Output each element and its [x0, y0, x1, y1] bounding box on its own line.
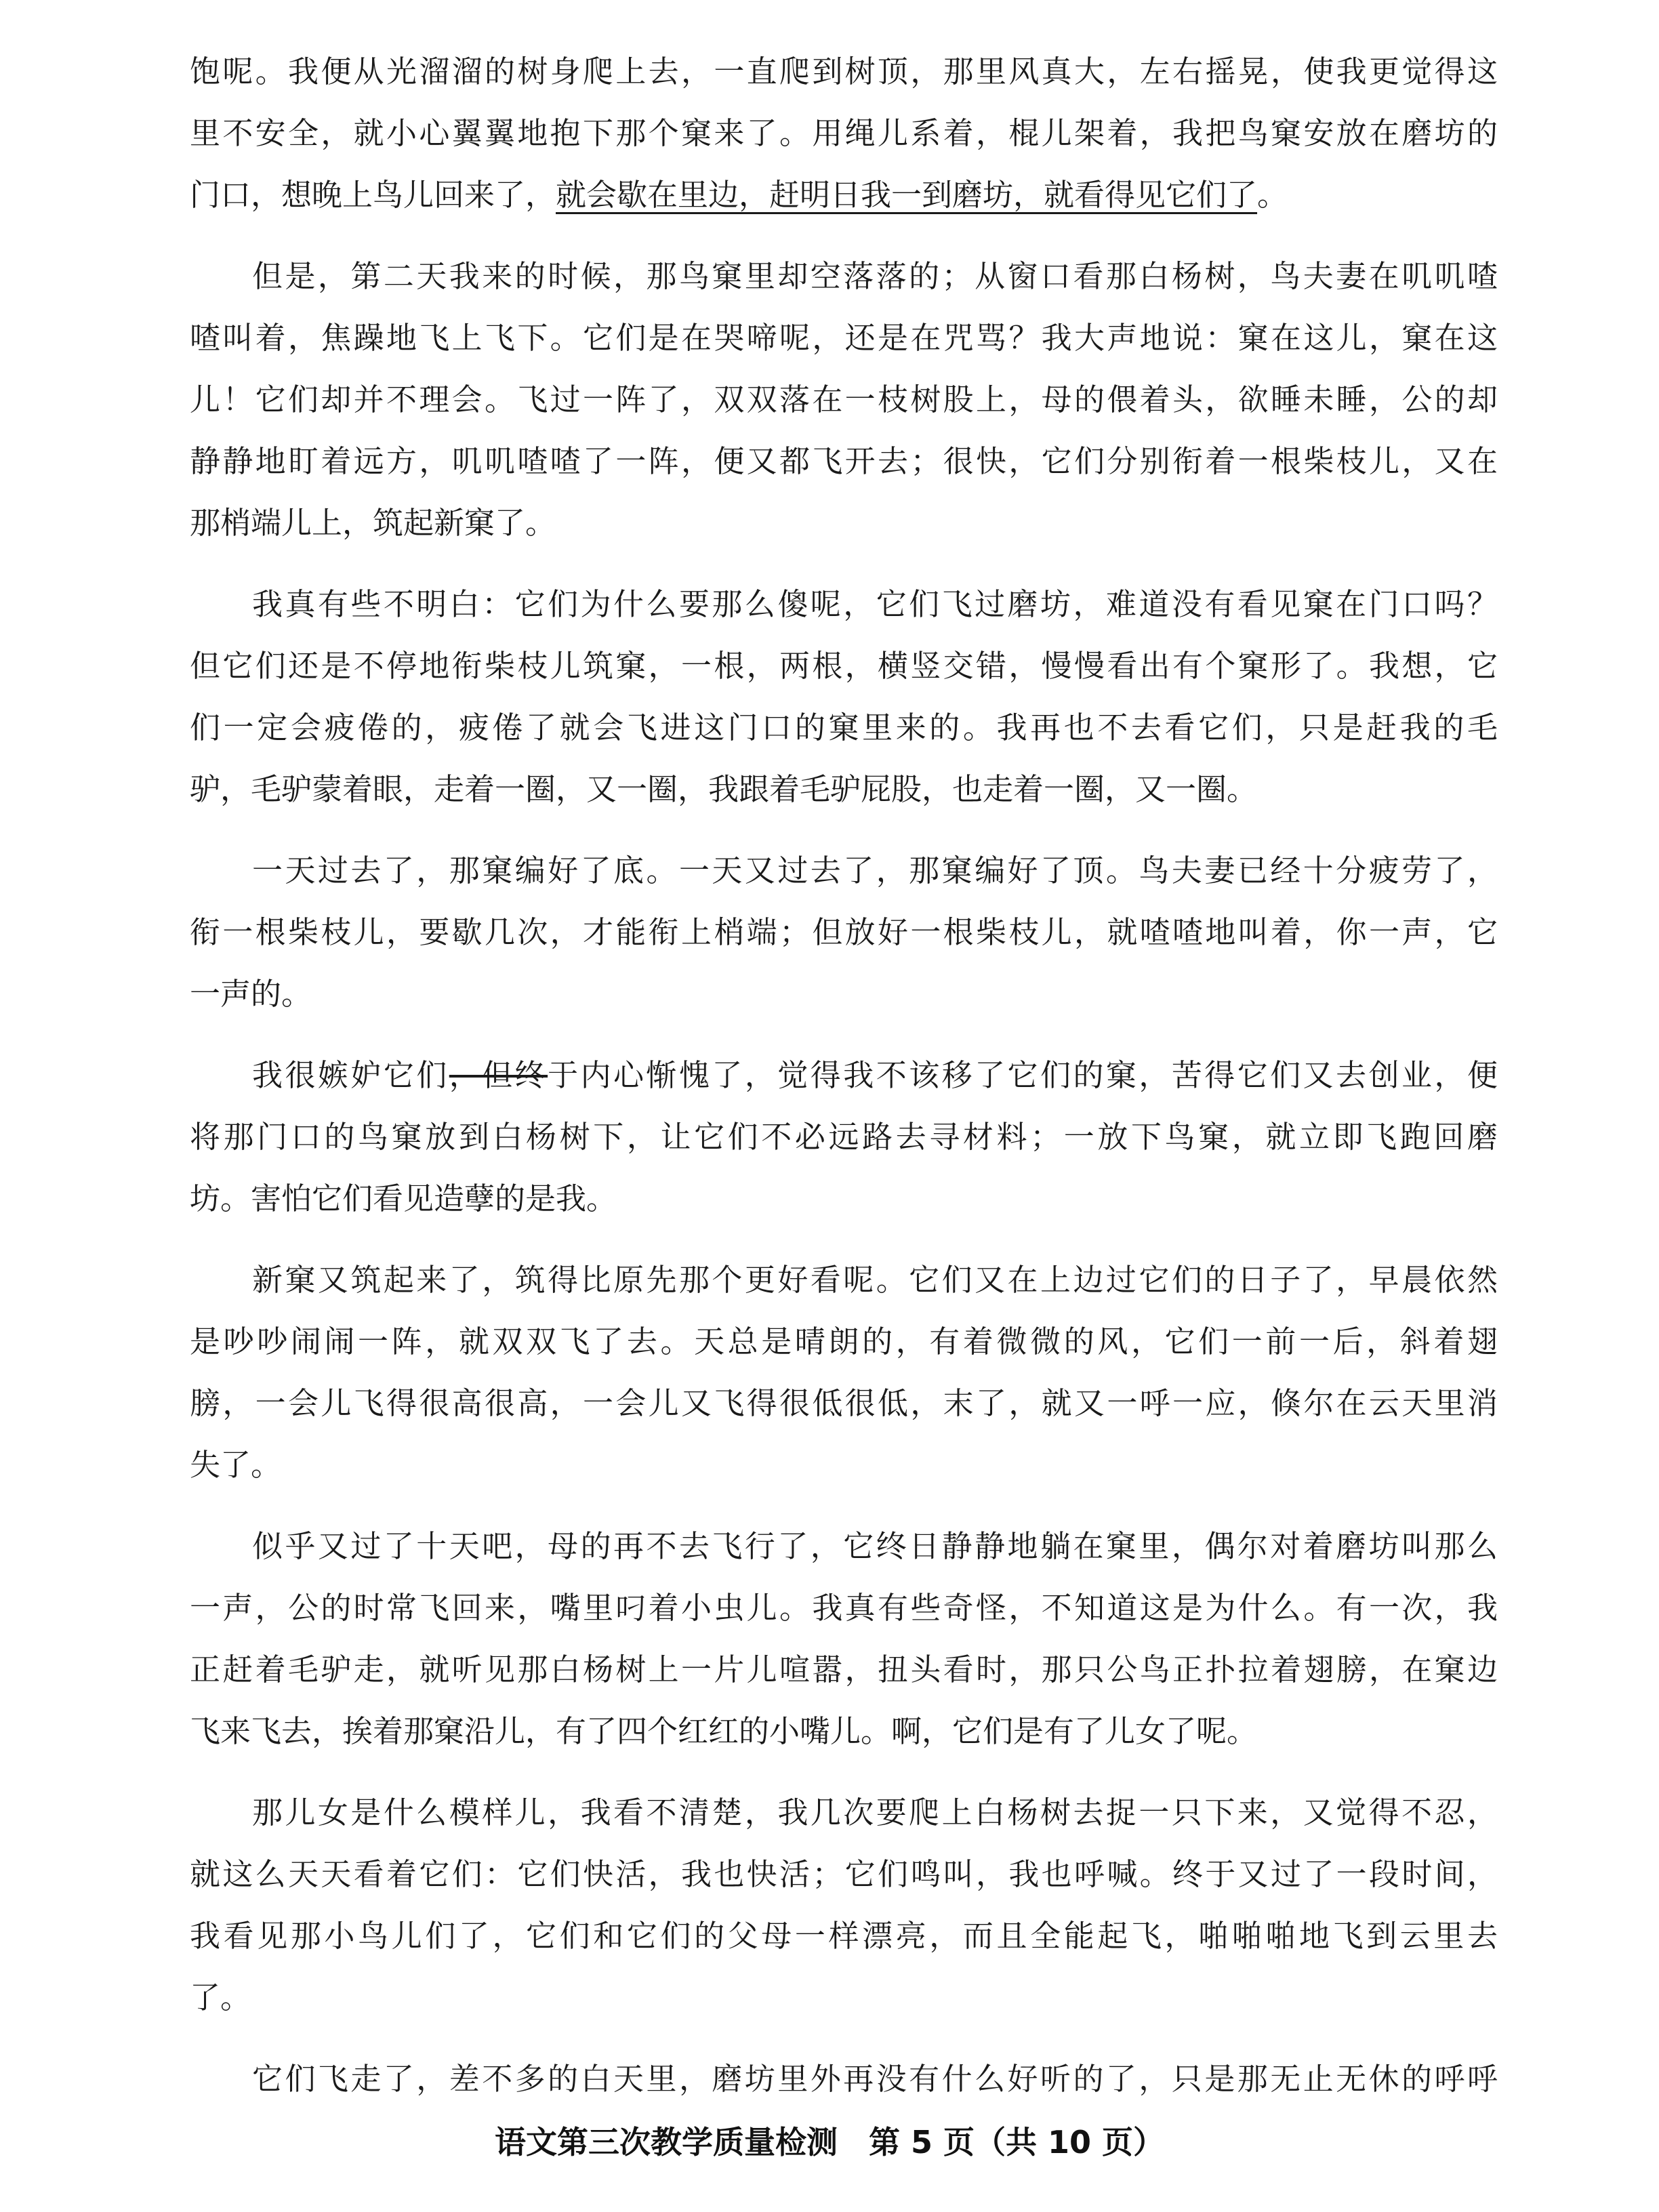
text-line [190, 1577, 1498, 1639]
paragraph [190, 41, 1498, 226]
text-segment: 是吵吵闹闹一阵，就双双飞了去。天总是晴朗的，有着微微的风，它们一前一后，斜着翅 [190, 1324, 1498, 1359]
text-segment: 那梢端儿上，筑起新窠了。 [190, 505, 556, 541]
text-segment: 驴，毛驴蒙着眼，走着一圈，又一圈，我跟着毛驴屁股，也走着一圈，又一圈。 [190, 771, 1258, 807]
text-segment: 。 [1257, 177, 1288, 213]
text-segment: 了。 [190, 1980, 251, 2015]
struck-through-text: ，但终 [449, 1057, 548, 1093]
text-line [190, 1700, 1498, 1762]
text-segment: 喳叫着，焦躁地飞上飞下。它们是在哭啼呢，还是在咒骂？我大声地说：窠在这儿，窠在这 [190, 320, 1498, 356]
text-segment: 于内心惭愧了，觉得我不该移了它们的窠，苦得它们又去创业，便 [548, 1057, 1498, 1093]
text-segment: 我看见那小鸟儿们了，它们和它们的父母一样漂亮，而且全能起飞，啪啪啪地飞到云里去 [190, 1918, 1498, 1954]
paragraph [190, 840, 1498, 1025]
text-segment: 坊。害怕它们看见造孽的是我。 [190, 1181, 617, 1216]
text-segment: 静静地盯着远方，叽叽喳喳了一阵，便又都飞开去；很快，它们分别衔着一根柴枝儿，又在 [190, 443, 1498, 479]
text-segment: 似乎又过了十天吧，母的再不去飞行了，它终日静静地躺在窠里，偶尔对着磨坊叫那么 [252, 1528, 1498, 1564]
text-segment: 正赶着毛驴走，就听见那白杨树上一片儿喧嚣，扭头看时，那只公鸟正扑拉着翅膀，在窠边 [190, 1652, 1498, 1687]
text-line [190, 1434, 1498, 1496]
text-segment: 将那门口的鸟窠放到白杨树下，让它们不必远路去寻材料；一放下鸟窠，就立即飞跑回磨 [190, 1119, 1498, 1155]
text-segment: 飞来飞去，挨着那窠沿儿，有了四个红红的小嘴儿。啊，它们是有了儿女了呢。 [190, 1713, 1258, 1749]
paragraph [190, 245, 1498, 554]
text-line [190, 697, 1498, 758]
text-line [190, 1106, 1498, 1168]
underlined-text: 就会歇在里边，赶明日我一到磨坊，就看得见它们了 [556, 177, 1258, 213]
text-line [190, 245, 1498, 307]
text-segment: 就这么天天看着它们：它们快活，我也快活；它们鸣叫，我也呼喊。终于又过了一段时间， [190, 1856, 1498, 1892]
text-segment: 那儿女是什么模样儿，我看不清楚，我几次要爬上白杨树去捉一只下来，又觉得不忍， [252, 1795, 1498, 1830]
text-line [190, 1639, 1498, 1700]
text-segment: 们一定会疲倦的，疲倦了就会飞进这门口的窠里来的。我再也不去看它们，只是赶我的毛 [190, 710, 1498, 745]
text-segment: 衔一根柴枝儿，要歇几次，才能衔上梢端；但放好一根柴枝儿，就喳喳地叫着，你一声，它 [190, 914, 1498, 950]
text-segment: 一声，公的时常飞回来，嘴里叼着小虫儿。我真有些奇怪，不知道这是为什么。有一次，我 [190, 1590, 1498, 1626]
text-line [190, 1515, 1498, 1577]
paragraph [190, 1782, 1498, 2028]
text-line [190, 307, 1498, 369]
text-line [190, 1168, 1498, 1229]
text-line [190, 573, 1498, 635]
document-body [190, 41, 1498, 2110]
text-segment: 膀，一会儿飞得很高很高，一会儿又飞得很低很低，末了，就又一呼一应，倏尔在云天里消 [190, 1385, 1498, 1421]
text-segment: 我很嫉妒它们 [252, 1057, 449, 1093]
text-segment: 失了。 [190, 1447, 282, 1483]
text-line [190, 164, 1498, 226]
text-line [190, 635, 1498, 697]
text-segment: 儿！它们却并不理会。飞过一阵了，双双落在一枝树股上，母的偎着头，欲睡未睡，公的却 [190, 382, 1498, 417]
paragraph [190, 1249, 1498, 1496]
text-line [190, 1843, 1498, 1905]
text-line [190, 369, 1498, 430]
text-line [190, 1249, 1498, 1311]
text-line [190, 492, 1498, 554]
text-line [190, 1044, 1498, 1106]
text-segment: 我真有些不明白：它们为什么要那么傻呢，它们飞过磨坊，难道没有看见窠在门口吗？ [252, 586, 1498, 622]
paragraph [190, 1044, 1498, 1229]
text-line [190, 758, 1498, 820]
paragraph [190, 573, 1498, 820]
text-segment: 新窠又筑起来了，筑得比原先那个更好看呢。它们又在上边过它们的日子了，早晨依然 [252, 1262, 1498, 1298]
text-segment: 一声的。 [190, 976, 312, 1012]
text-line [190, 1311, 1498, 1372]
text-line [190, 1782, 1498, 1843]
text-segment: 里不安全，就小心翼翼地抱下那个窠来了。用绳儿系着，棍儿架着，我把鸟窠安放在磨坊的 [190, 115, 1498, 151]
text-segment: 饱呢。我便从光溜溜的树身爬上去，一直爬到树顶，那里风真大，左右摇晃，使我更觉得这 [190, 54, 1498, 89]
text-line [190, 963, 1498, 1025]
text-line [190, 430, 1498, 492]
text-line [190, 1372, 1498, 1434]
page-footer: 语文第三次教学质量检测 第 5 页（共 10 页） [494, 2124, 1165, 2160]
text-segment: 一天过去了，那窠编好了底。一天又过去了，那窠编好了顶。鸟夫妻已经十分疲劳了， [252, 853, 1498, 888]
text-segment: 但它们还是不停地衔柴枝儿筑窠，一根，两根，横竖交错，慢慢看出有个窠形了。我想，它 [190, 648, 1498, 684]
text-line [190, 2048, 1498, 2110]
text-segment: 它们飞走了，差不多的白天里，磨坊里外再没有什么好听的了，只是那无止无休的呼呼 [252, 2061, 1498, 2097]
paragraph [190, 2048, 1498, 2110]
text-line [190, 41, 1498, 102]
text-line [190, 840, 1498, 901]
text-line [190, 1905, 1498, 1967]
text-line [190, 1967, 1498, 2028]
text-line [190, 901, 1498, 963]
text-segment: 门口，想晚上鸟儿回来了， [190, 177, 556, 213]
paragraph [190, 1515, 1498, 1762]
text-line [190, 102, 1498, 164]
text-segment: 但是，第二天我来的时候，那鸟窠里却空落落的；从窗口看那白杨树，鸟夫妻在叽叽喳 [252, 258, 1498, 294]
